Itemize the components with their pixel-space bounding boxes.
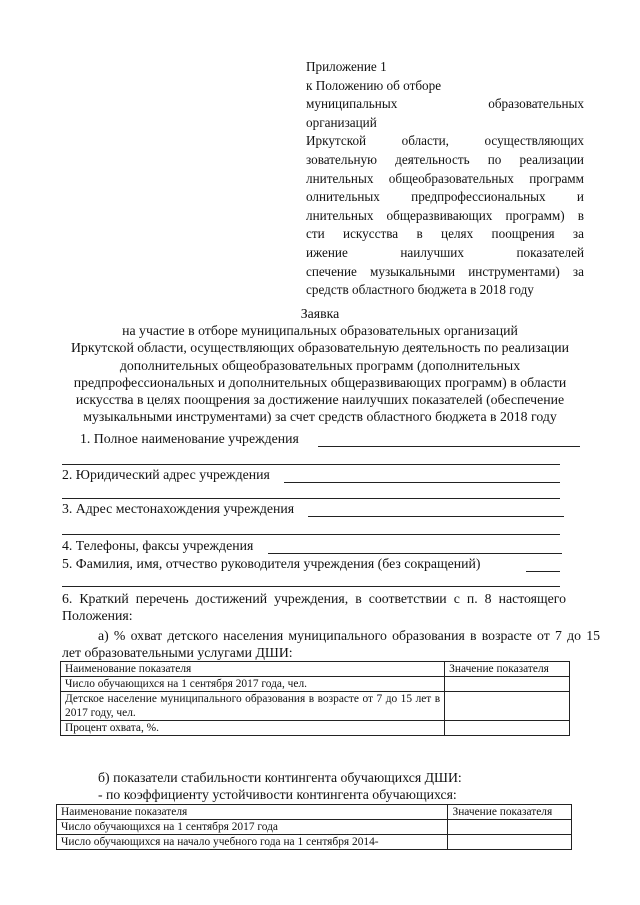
field-director-line-2[interactable] <box>62 586 560 587</box>
table-cell: Детское население муниципального образования в возрасте от 7 до 15 лет в 2017 году, чел. <box>61 692 445 721</box>
title-line: дополнительных общеобразовательных программ (дополнительных <box>119 357 521 373</box>
appendix-line: спечение музыкальными инструментами) за <box>306 263 584 279</box>
stability-table <box>56 804 572 850</box>
table-row <box>61 692 570 721</box>
appendix-line: Приложение 1 <box>306 59 387 74</box>
application-title <box>60 305 580 425</box>
stability-heading: б) показатели стабильности контингента обучающихся ДШИ: <box>98 770 462 785</box>
table-row <box>61 721 570 736</box>
title-heading: Заявка <box>300 306 340 321</box>
appendix-line: ижение наилучших показателей <box>306 244 584 260</box>
field-phones-line[interactable] <box>268 553 562 554</box>
coverage-heading: а) % охват детского населения муниципального образования в возрасте от 7 до 15 лет образовательными услугами ДШИ: <box>62 628 600 660</box>
table-cell: Число обучающихся на 1 сентября 2017 года, чел. <box>61 677 445 692</box>
table-value-cell[interactable] <box>445 677 570 692</box>
appendix-header <box>306 58 584 300</box>
table-row <box>57 820 572 835</box>
table-header-row <box>61 662 570 677</box>
field-actual-address-label: 3. Адрес местонахождения учреждения <box>62 501 295 516</box>
table-row <box>57 835 572 850</box>
table-row <box>61 677 570 692</box>
table-value-cell[interactable] <box>448 820 572 835</box>
field-full-name-line-2[interactable] <box>62 464 560 465</box>
appendix-line: муниципальных образовательных <box>306 96 584 112</box>
field-legal-address-line[interactable] <box>284 482 560 483</box>
table-cell: Число обучающихся на 1 сентября 2017 года <box>57 820 448 835</box>
table-value-cell[interactable] <box>448 835 572 850</box>
title-line: музыкальными инструментами) за счет средств областного бюджета в 2018 году <box>83 409 557 425</box>
table-value-cell[interactable] <box>445 692 570 721</box>
coverage-table <box>60 661 570 736</box>
field-actual-address-line[interactable] <box>308 516 564 517</box>
field-director-line[interactable] <box>526 571 560 572</box>
title-line: предпрофессиональных и дополнительных общеразвивающих программ) в области <box>73 374 567 390</box>
appendix-line: сти искусства в целях поощрения за <box>306 226 584 242</box>
table-cell: Число обучающихся на начало учебного года на 1 сентября 2014- <box>57 835 448 850</box>
appendix-line: организаций <box>306 114 377 130</box>
appendix-line: Иркутской области, осуществляющих <box>306 133 584 149</box>
title-line: искусства в целях поощрения за достижение наилучших показателей (обеспечение <box>75 392 565 408</box>
appendix-line: к Положению об отборе <box>306 77 442 93</box>
field-phones-label: 4. Телефоны, факсы учреждения <box>62 538 254 553</box>
field-director-label: 5. Фамилия, имя, отчество руководителя учреждения (без сокращений) <box>62 556 481 571</box>
table-header-cell: Наименование показателя <box>57 805 448 820</box>
field-legal-address-line-2[interactable] <box>62 498 560 499</box>
stability-subheading: - по коэффициенту устойчивости контингента обучающихся: <box>98 787 457 802</box>
field-full-name-label: 1. Полное наименование учреждения <box>80 431 299 446</box>
appendix-line: зовательную деятельность по реализации <box>306 151 584 167</box>
achievements-intro: 6. Краткий перечень достижений учреждения, в соответствии с п. 8 настоящего Положения: <box>62 591 566 623</box>
appendix-line: лнительных общеразвивающих программ) в <box>306 207 584 223</box>
title-line: на участие в отборе муниципальных образовательных организаций <box>122 323 518 339</box>
table-value-cell[interactable] <box>445 721 570 736</box>
table-cell: Процент охвата, %. <box>61 721 445 736</box>
table-header-cell: Наименование показателя <box>61 662 445 677</box>
appendix-line: средств областного бюджета в 2018 году <box>306 282 534 298</box>
field-legal-address-label: 2. Юридический адрес учреждения <box>62 467 270 482</box>
table-header-cell: Значение показателя <box>448 805 572 820</box>
title-line: Иркутской области, осуществляющих образовательную деятельность по реализации <box>70 340 570 356</box>
table-header-row <box>57 805 572 820</box>
field-actual-address-line-2[interactable] <box>62 534 560 535</box>
field-full-name-line[interactable] <box>318 446 580 447</box>
appendix-line: лнительных общеобразовательных программ <box>306 170 584 186</box>
table-header-cell: Значение показателя <box>445 662 570 677</box>
appendix-line: олнительных предпрофессиональных и <box>306 189 584 205</box>
